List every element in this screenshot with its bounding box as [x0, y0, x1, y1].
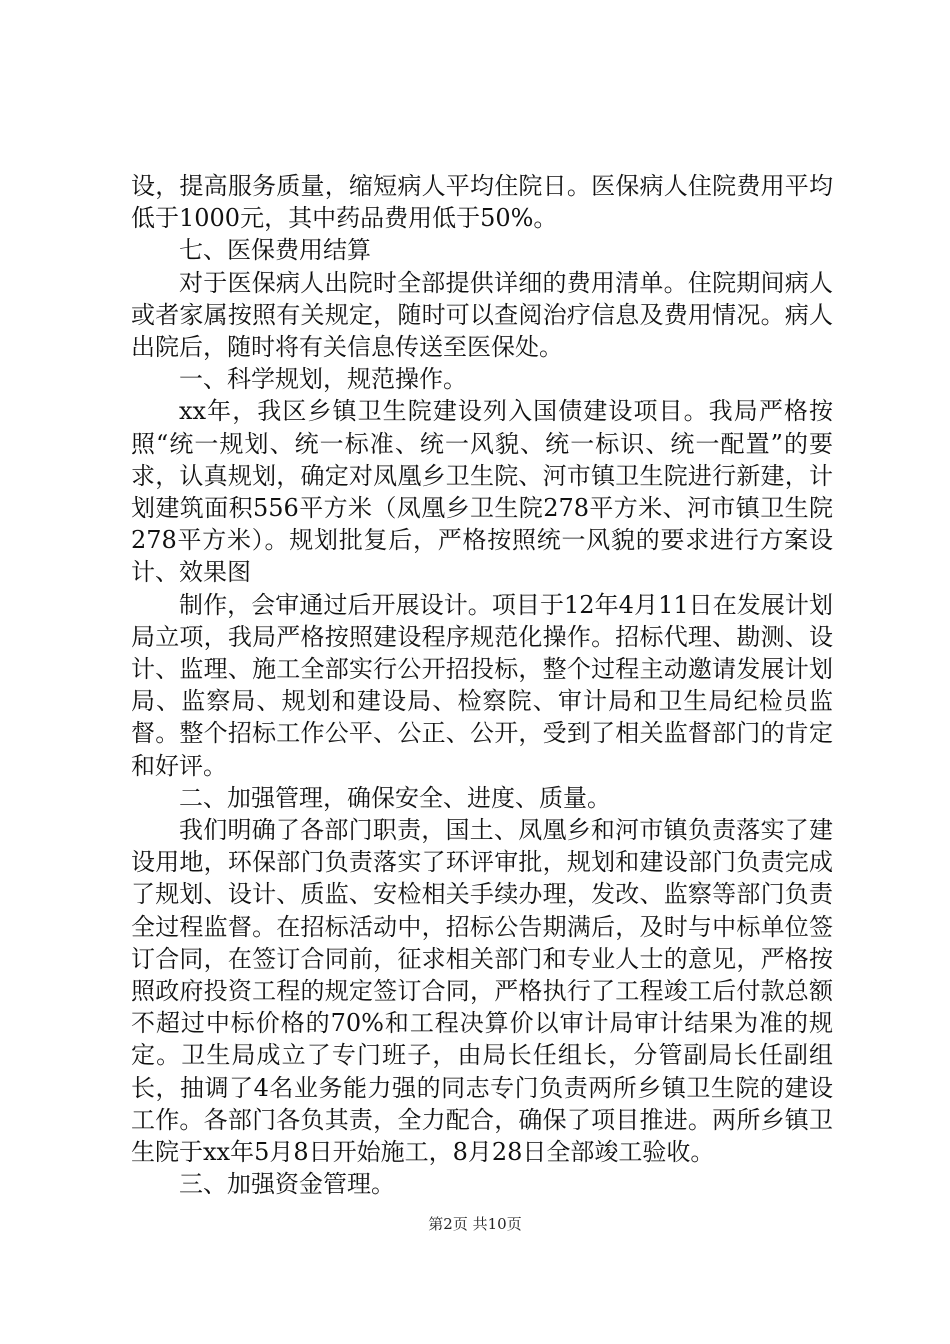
page-footer: 第2页 共10页: [428, 1215, 522, 1233]
paragraph-5: xx年，我区乡镇卫生院建设列入国债建设项目。我局严格按照“统一规划、统一标准、统一风貌、统一标识、统一配置”的要求，认真规划，确定对凤凰乡卫生院、河市镇卫生院进行新建，计划建筑面积556平方米（凤凰乡卫生院278平方米、河市镇卫生院278平方米）。规划批复后，严格按照统一风貌的要求进行方案设计、效果图: [131, 397, 833, 587]
paragraph-1: 设，提高服务质量，缩短病人平均住院日。医保病人住院费用平均低于1000元，其中药品费用低于50%。: [131, 172, 833, 233]
document-body: [131, 170, 833, 1201]
paragraph-3: 对于医保病人出院时全部提供详细的费用清单。住院期间病人或者家属按照有关规定，随时可以查阅治疗信息及费用情况。病人出院后，随时将有关信息传送至医保处。: [131, 268, 833, 362]
section-heading-7: 七、医保费用结算: [179, 236, 371, 265]
section-heading-2: 二、加强管理，确保安全、进度、质量。: [179, 783, 611, 812]
paragraph-6: 制作，会审通过后开展设计。项目于12年4月11日在发展计划局立项，我局严格按照建设程序规范化操作。招标代理、勘测、设计、监理、施工全部实行公开招投标，整个过程主动邀请发展计划局、监察局、规划和建设局、检察院、审计局和卫生局纪检员监督。整个招标工作公平、公正、公开，受到了相关监督部门的肯定和好评。: [131, 590, 833, 780]
section-heading-3: 三、加强资金管理。: [179, 1170, 395, 1199]
paragraph-8: 我们明确了各部门职责，国土、凤凰乡和河市镇负责落实了建设用地，环保部门负责落实了环评审批，规划和建设部门负责完成了规划、设计、质监、安检相关手续办理，发改、监察等部门负责全过程监督。在招标活动中，招标公告期满后，及时与中标单位签订合同，在签订合同前，征求相关部门和专业人士的意见，严格按照政府投资工程的规定签订合同，严格执行了工程竣工后付款总额不超过中标价格的70%和工程决算价以审计局审计结果为准的规定。卫生局成立了专门班子，由局长任组长，分管副局长任副组长，抽调了4名业务能力强的同志专门负责两所乡镇卫生院的建设工作。各部门各负其责，全力配合，确保了项目推进。两所乡镇卫生院于xx年5月8日开始施工，8月28日全部竣工验收。: [131, 816, 833, 1167]
section-heading-1: 一、科学规划，规范操作。: [179, 365, 467, 394]
